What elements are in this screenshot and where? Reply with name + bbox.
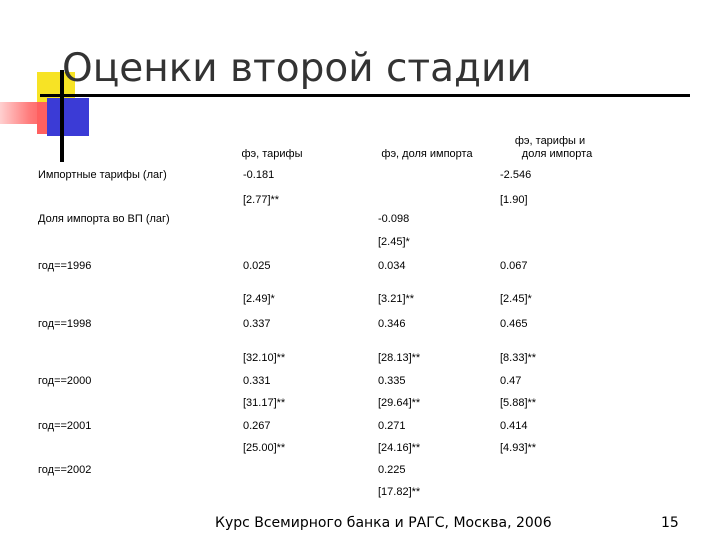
table-cell: 0.034	[378, 260, 406, 272]
table-cell: -0.098	[378, 213, 410, 225]
table-cell-se: [2.77]**	[243, 194, 280, 206]
row-label: Импортные тарифы (лаг)	[38, 169, 167, 181]
slide-title: Оценки второй стадии	[62, 46, 532, 91]
column-header-3-line1: фэ, тарифы и	[514, 135, 586, 147]
table-cell: -2.546	[500, 169, 532, 181]
title-underline	[40, 94, 690, 97]
table-cell-se: [28.13]**	[378, 352, 421, 364]
table-cell-se: [2.45]*	[378, 236, 410, 248]
table-cell-se: [31.17]**	[243, 397, 286, 409]
column-header-1: фэ, тарифы	[241, 148, 303, 160]
table-cell-se: [24.16]**	[378, 442, 421, 454]
table-cell-se: [17.82]**	[378, 486, 421, 498]
table-cell-se: [2.49]*	[243, 293, 275, 305]
row-label: год==1996	[38, 260, 92, 272]
row-label: год==1998	[38, 318, 92, 330]
table-cell: 0.465	[500, 318, 528, 330]
table-cell: 0.025	[243, 260, 271, 272]
row-label: Доля импорта во ВП (лаг)	[38, 213, 170, 225]
table-cell-se: [3.21]**	[378, 293, 415, 305]
table-cell-se: [25.00]**	[243, 442, 286, 454]
table-cell: 0.271	[378, 420, 406, 432]
table-cell: 0.225	[378, 464, 406, 476]
slide-footer: Курс Всемирного банка и РАГС, Москва, 2006	[215, 515, 552, 531]
table-cell: 0.335	[378, 375, 406, 387]
table-cell-se: [1.90]	[500, 194, 528, 206]
table-cell-se: [8.33]**	[500, 352, 537, 364]
table-cell: 0.337	[243, 318, 271, 330]
table-cell-se: [4.93]**	[500, 442, 537, 454]
row-label: год==2002	[38, 464, 92, 476]
table-cell-se: [5.88]**	[500, 397, 537, 409]
table-cell: 0.47	[500, 375, 522, 387]
table-cell: 0.067	[500, 260, 528, 272]
table-cell-se: [2.45]*	[500, 293, 532, 305]
decor-blue-square	[47, 98, 89, 136]
page-number: 15	[661, 515, 679, 531]
table-cell: -0.181	[243, 169, 275, 181]
row-label: год==2001	[38, 420, 92, 432]
table-cell: 0.346	[378, 318, 406, 330]
table-cell-se: [29.64]**	[378, 397, 421, 409]
row-label: год==2000	[38, 375, 92, 387]
column-header-3-line2: доля импорта	[521, 148, 593, 160]
column-header-2: фэ, доля импорта	[381, 148, 473, 160]
table-cell: 0.331	[243, 375, 271, 387]
table-cell: 0.414	[500, 420, 528, 432]
table-cell-se: [32.10]**	[243, 352, 286, 364]
table-cell: 0.267	[243, 420, 271, 432]
